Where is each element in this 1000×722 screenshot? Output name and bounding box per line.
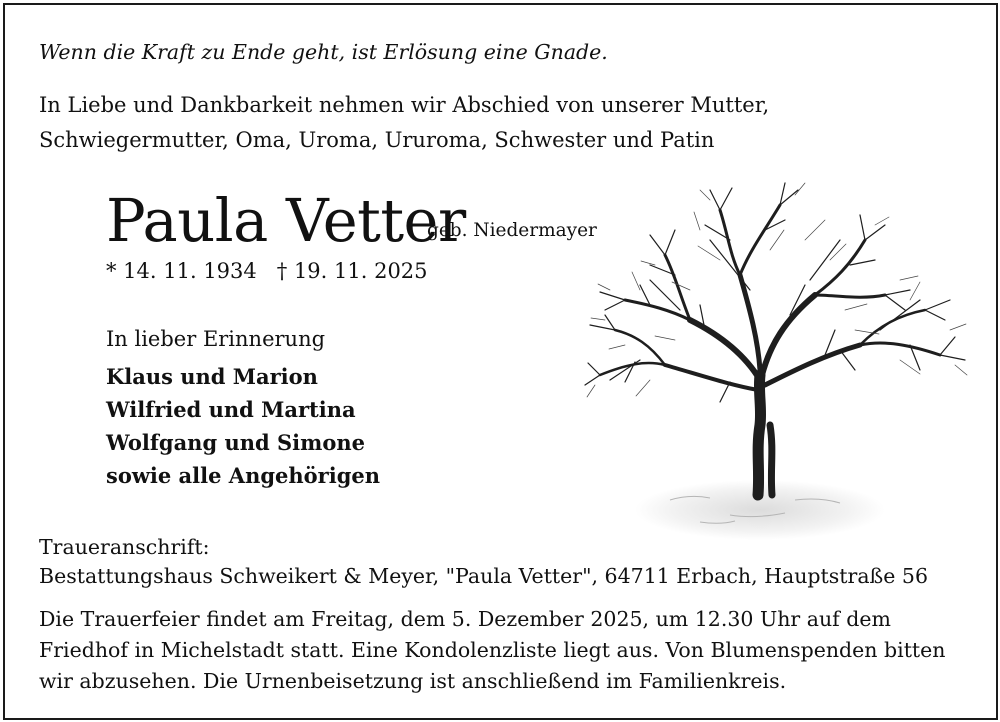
intro-text (39, 88, 769, 158)
service-line: Die Trauerfeier findet am Freitag, dem 5. Dezember 2025, um 12.30 Uhr auf dem (39, 607, 891, 631)
service-line: wir abzusehen. Die Urnenbeisetzung ist anschließend im Familienkreis. (39, 669, 787, 693)
winter-tree-icon (580, 170, 980, 550)
intro-line: Schwiegermutter, Oma, Uroma, Ururoma, Schwester und Patin (39, 128, 715, 152)
deceased-name: Paula Vetter (106, 186, 466, 255)
motto: Wenn die Kraft zu Ende geht, ist Erlösung eine Gnade. (39, 40, 608, 64)
service-info (39, 604, 946, 697)
intro-line: In Liebe und Dankbarkeit nehmen wir Abschied von unserer Mutter, (39, 93, 770, 117)
death-date: † 19. 11. 2025 (276, 259, 428, 283)
family-item: Wilfried und Martina (106, 397, 356, 422)
life-dates (106, 259, 428, 283)
memory-label: In lieber Erinnerung (106, 327, 326, 351)
family-list (106, 360, 380, 492)
family-item: sowie alle Angehörigen (106, 463, 381, 488)
service-line: Friedhof in Michelstadt statt. Eine Kondolenzliste liegt aus. Von Blumenspenden bitten (39, 638, 946, 662)
address-label: Traueranschrift: (39, 535, 210, 559)
family-item: Wolfgang und Simone (106, 430, 365, 455)
birth-date: * 14. 11. 1934 (106, 259, 257, 283)
funeral-address: Bestattungshaus Schweikert & Meyer, "Paula Vetter", 64711 Erbach, Hauptstraße 56 (39, 564, 928, 588)
maiden-name: geb. Niedermayer (427, 220, 597, 241)
family-item: Klaus und Marion (106, 364, 318, 389)
